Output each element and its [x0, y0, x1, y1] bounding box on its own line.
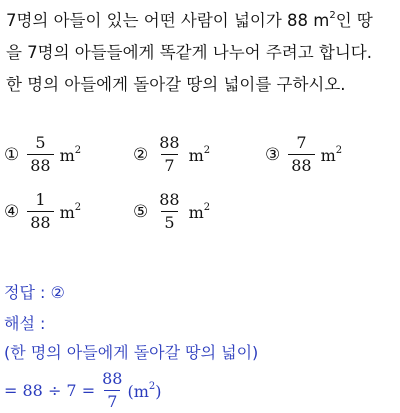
option-1-denominator: 88	[27, 154, 53, 175]
calc-unit-open: (m	[127, 381, 149, 401]
answer-label: 정답 : ②	[4, 283, 65, 302]
option-3-unit-m: m	[320, 145, 336, 165]
calc-unit	[127, 381, 161, 401]
option-1-unit-m: m	[59, 145, 75, 165]
option-3-unit	[321, 145, 343, 165]
option-3[interactable]	[265, 134, 342, 175]
question-line-1-text: 7명의 아들이 있는 어떤 사람이 넓이가 88 m	[6, 11, 330, 30]
option-4-numerator: 1	[35, 190, 46, 209]
option-3-fraction	[288, 134, 314, 175]
question-unit-exponent: 2	[329, 10, 336, 21]
option-4-fraction	[27, 191, 53, 232]
option-5-marker: ⑤	[133, 201, 149, 222]
option-1[interactable]	[4, 134, 81, 175]
option-4[interactable]	[4, 191, 81, 232]
option-2-denominator: 7	[161, 154, 177, 175]
option-3-marker: ③	[265, 144, 281, 165]
option-3-unit-exponent: 2	[335, 144, 343, 156]
option-2-fraction	[156, 134, 182, 175]
option-1-numerator: 5	[35, 133, 46, 152]
option-4-marker: ④	[4, 201, 20, 222]
question-line-2: 을 7명의 아들들에게 똑같게 나누어 주려고 합니다.	[6, 43, 372, 62]
calc-expression: = 88 ÷ 7 =	[4, 381, 96, 400]
option-5-unit-exponent: 2	[203, 201, 211, 213]
question-line-1	[6, 0, 398, 37]
option-5-numerator: 88	[159, 190, 180, 209]
option-5-unit	[189, 202, 211, 222]
option-2-unit-exponent: 2	[203, 144, 211, 156]
option-2-numerator: 88	[159, 133, 180, 152]
option-4-unit	[60, 202, 82, 222]
option-1-fraction	[27, 134, 53, 175]
option-3-numerator: 7	[296, 133, 307, 152]
calc-denominator: 7	[104, 390, 120, 411]
option-1-unit	[60, 145, 82, 165]
option-5-denominator: 5	[161, 211, 177, 232]
explanation-calculation	[4, 370, 162, 411]
option-5-fraction	[156, 191, 182, 232]
option-4-unit-m: m	[59, 202, 75, 222]
option-3-denominator: 88	[288, 154, 314, 175]
explanation-line: (한 명의 아들에게 돌아갈 땅의 넓이)	[4, 343, 259, 362]
option-2-unit	[189, 145, 211, 165]
option-1-unit-exponent: 2	[74, 144, 82, 156]
option-1-marker: ①	[4, 144, 20, 165]
explanation-label: 해설 :	[4, 314, 46, 333]
option-2-unit-m: m	[188, 145, 204, 165]
calc-unit-close: )	[155, 381, 162, 401]
question-text	[6, 0, 398, 101]
question-line-3: 한 명의 아들에게 돌아갈 땅의 넓이를 구하시오.	[6, 75, 346, 94]
calc-unit-exponent: 2	[148, 380, 156, 392]
option-5[interactable]	[133, 191, 210, 232]
option-4-denominator: 88	[27, 211, 53, 232]
option-2[interactable]	[133, 134, 210, 175]
option-4-unit-exponent: 2	[74, 201, 82, 213]
calc-numerator: 88	[102, 369, 123, 388]
option-5-unit-m: m	[188, 202, 204, 222]
calc-fraction	[99, 370, 125, 411]
question-line-1-tail: 인 땅	[335, 11, 373, 30]
option-2-marker: ②	[133, 144, 149, 165]
